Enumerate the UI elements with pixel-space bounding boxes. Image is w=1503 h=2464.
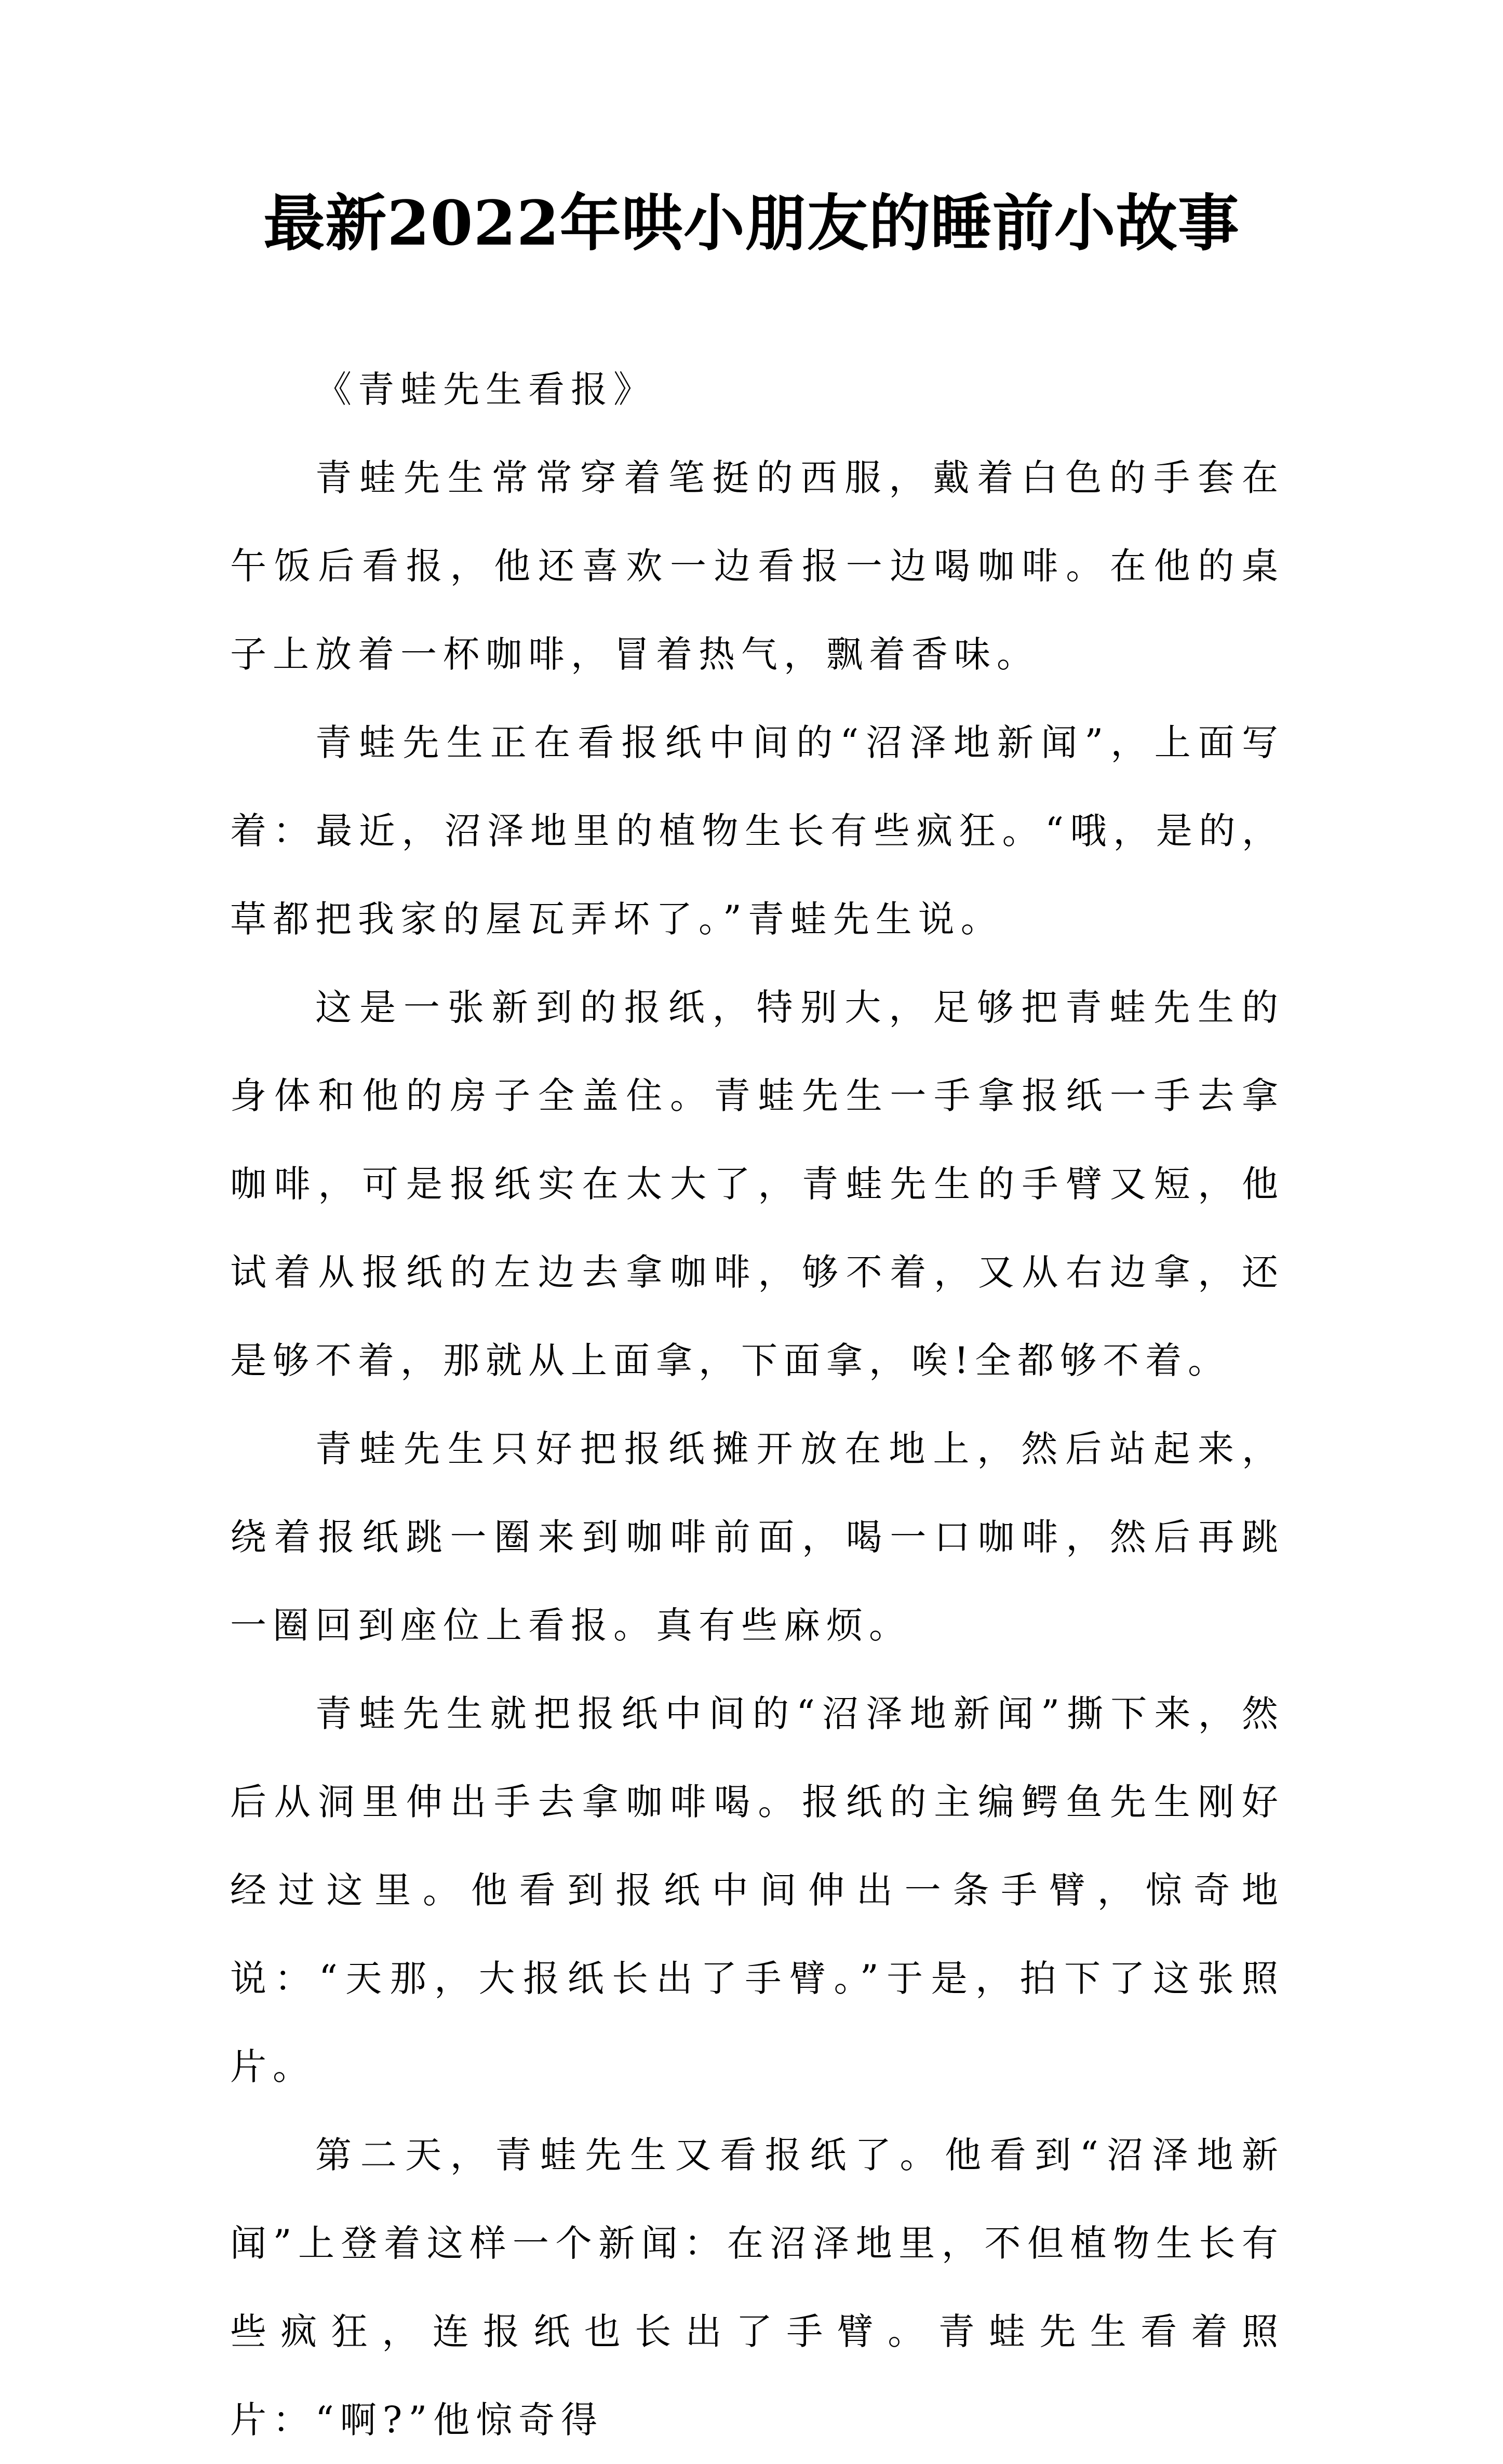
body-paragraph: 青蛙先生常常穿着笔挺的西服，戴着白色的手套在午饭后看报，他还喜欢一边看报一边喝咖啡。在他的桌子上放着一杯咖啡，冒着热气，飘着香味。 <box>230 456 1284 676</box>
body-paragraph: 青蛙先生只好把报纸摊开放在地上，然后站起来，绕着报纸跳一圈来到咖啡前面，喝一口咖啡，然后再跳一圈回到座位上看报。真有些麻烦。 <box>230 1428 1284 1647</box>
document-title: 最新2022年哄小朋友的睡前小故事 <box>263 187 1240 259</box>
body-paragraph: 第二天，青蛙先生又看报纸了。他看到“沼泽地新闻”上登着这样一个新闻：在沼泽地里，不但植物生长有些疯狂，连报纸也长出了手臂。青蛙先生看着照片：“啊?”他惊奇得 <box>230 2134 1284 2441</box>
story-title-paragraph: 《青蛙先生看报》 <box>315 368 656 411</box>
body-paragraph: 这是一张新到的报纸，特别大，足够把青蛙先生的身体和他的房子全盖住。青蛙先生一手拿报纸一手去拿咖啡，可是报纸实在太大了，青蛙先生的手臂又短，他试着从报纸的左边去拿咖啡，够不着，又从右边拿，还是够不着，那就从上面拿，下面拿，唉!全都够不着。 <box>230 986 1284 1382</box>
body-paragraph: 青蛙先生正在看报纸中间的“沼泽地新闻”，上面写着：最近，沼泽地里的植物生长有些疯狂。“哦，是的，草都把我家的屋瓦弄坏了。”青蛙先生说。 <box>230 721 1284 940</box>
document-body <box>230 345 1284 2464</box>
body-paragraph: 青蛙先生就把报纸中间的“沼泽地新闻”撕下来，然后从洞里伸出手去拿咖啡喝。报纸的主编鳄鱼先生刚好经过这里。他看到报纸中间伸出一条手臂，惊奇地说：“天那，大报纸长出了手臂。”于是，拍下了这张照片。 <box>230 1692 1284 2088</box>
